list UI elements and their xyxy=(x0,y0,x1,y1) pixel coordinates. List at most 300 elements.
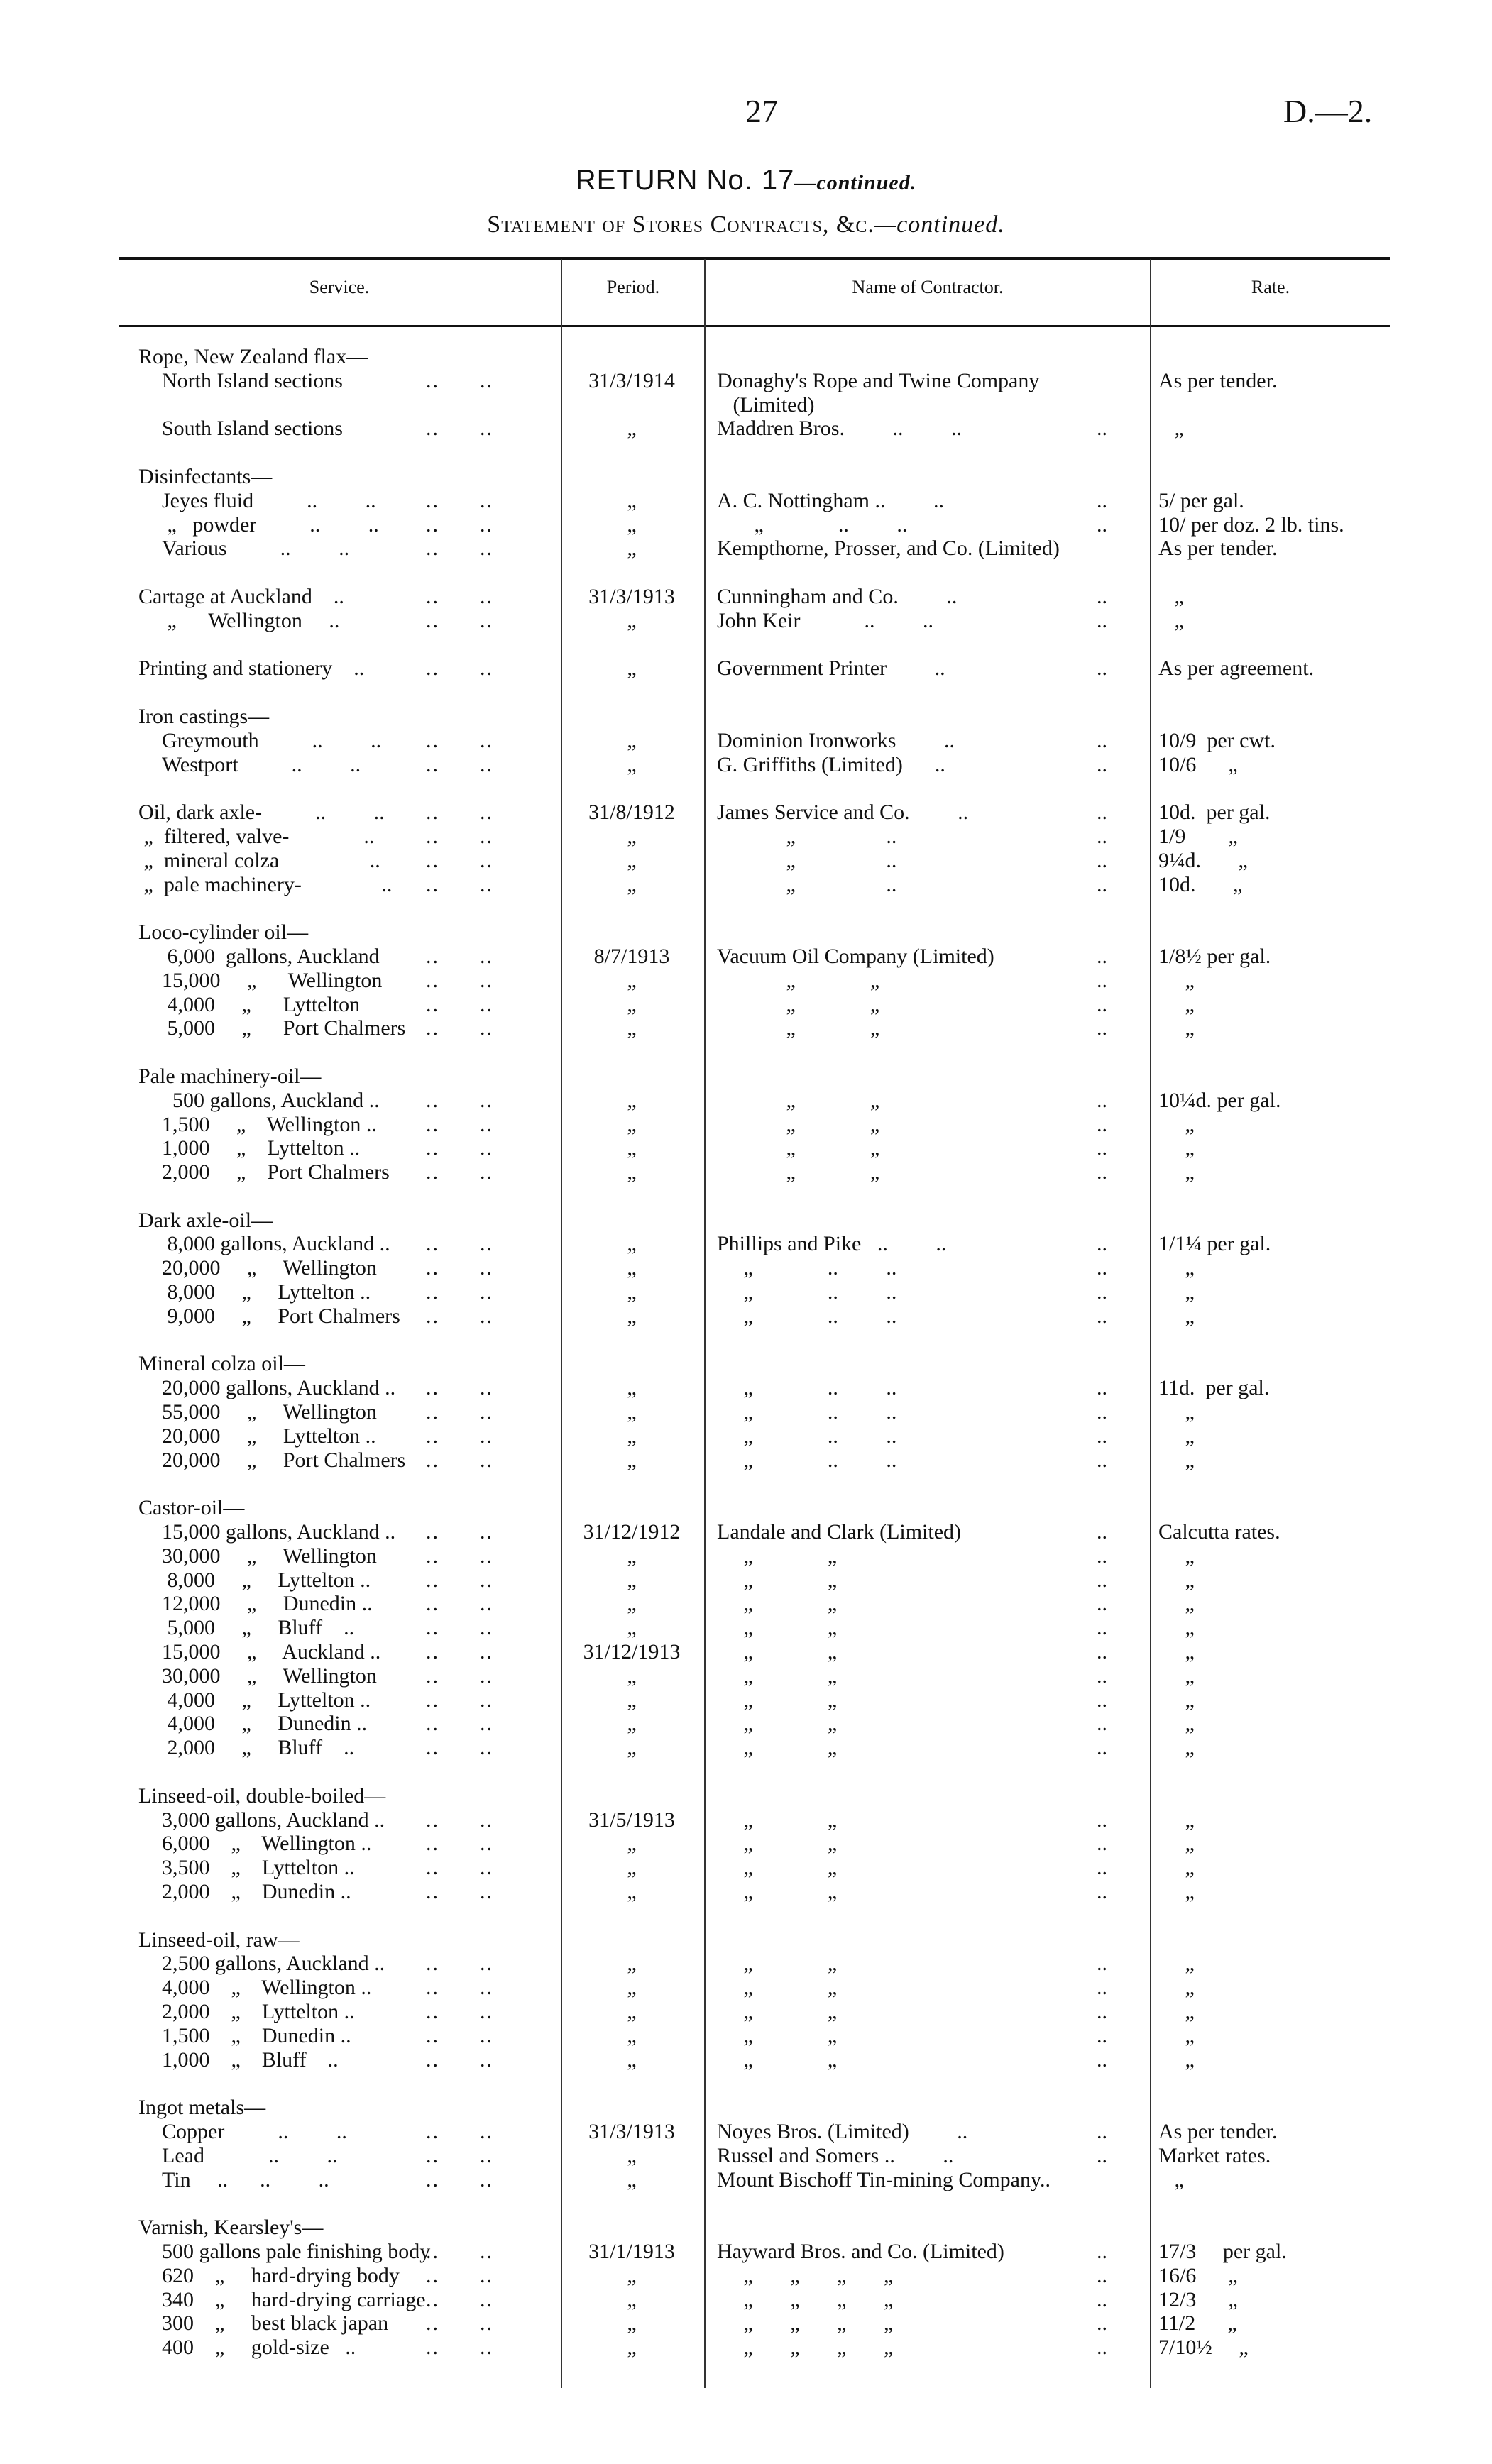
leader-dots xyxy=(1097,2144,1107,2168)
table-row xyxy=(0,1592,1492,1616)
period-cell: „ xyxy=(627,1400,637,1424)
contractor-cell: „ „ xyxy=(717,1568,838,1592)
contractor-cell: „ .. .. xyxy=(717,1280,897,1304)
leader-dots xyxy=(1097,1089,1107,1113)
rate-cell: As per tender. xyxy=(1158,2119,1278,2143)
contractor-cell: „ .. xyxy=(717,872,897,896)
leader-dots xyxy=(426,2024,493,2048)
page-number: 27 xyxy=(745,93,778,129)
table-row xyxy=(0,2336,1492,2360)
leader-dots xyxy=(426,801,493,825)
contractor-cell: „ .. xyxy=(717,824,897,848)
service-cell: Oil, dark axle- .. .. xyxy=(138,801,385,825)
header-rate: Rate. xyxy=(1251,277,1290,297)
table-row xyxy=(0,1089,1492,1113)
table-row xyxy=(0,2264,1492,2288)
leader-dots xyxy=(1097,1616,1107,1640)
leader-dots xyxy=(1097,801,1107,825)
service-cell: 300 „ best black japan xyxy=(162,2311,389,2336)
leader-dots xyxy=(426,873,493,897)
service-cell: 8,000 gallons, Auckland .. xyxy=(162,1232,390,1256)
leader-dots xyxy=(1097,1856,1107,1880)
table-row xyxy=(0,849,1492,873)
table-row xyxy=(0,1136,1492,1160)
service-cell: 2,500 gallons, Auckland .. xyxy=(162,1952,385,1976)
rate-cell: „ xyxy=(1158,1616,1195,1640)
service-cell: 20,000 „ Port Chalmers xyxy=(162,1448,406,1472)
leader-dots xyxy=(426,656,493,681)
rate-cell: „ xyxy=(1158,584,1184,608)
period-cell: 31/12/1912 xyxy=(583,1520,681,1544)
table-row xyxy=(0,993,1492,1017)
period-cell: 31/3/1913 xyxy=(588,2119,675,2143)
leader-dots xyxy=(426,537,493,561)
period-cell: „ xyxy=(627,824,637,848)
service-cell: 5,000 „ Bluff .. xyxy=(162,1616,355,1640)
service-cell: 1,000 „ Bluff .. xyxy=(162,2047,339,2072)
contractor-cell: Government Printer .. xyxy=(717,656,945,681)
leader-dots xyxy=(1097,2240,1107,2264)
leader-dots xyxy=(426,2336,493,2360)
rate-cell: „ xyxy=(1158,1976,1195,2000)
table-top-rule xyxy=(119,257,1390,260)
period-cell: „ xyxy=(627,992,637,1016)
table-row xyxy=(0,705,1492,729)
table-row xyxy=(0,873,1492,897)
rate-cell: 10/6 „ xyxy=(1158,752,1238,776)
table-row xyxy=(0,920,1492,945)
contractor-cell: „ „ xyxy=(717,1592,838,1616)
leader-dots xyxy=(1097,1736,1107,1760)
spacer-row xyxy=(0,1760,1492,1784)
rate-cell: „ xyxy=(1158,1663,1195,1688)
leader-dots xyxy=(1097,2000,1107,2024)
leader-dots xyxy=(1097,513,1107,537)
contractor-cell: „ „ xyxy=(717,1136,880,1160)
contractor-cell: A. C. Nottingham .. .. xyxy=(717,488,944,512)
leader-dots xyxy=(426,1232,493,1256)
rate-cell: „ xyxy=(1158,1952,1195,1976)
leader-dots xyxy=(426,1976,493,2000)
table-row xyxy=(0,1640,1492,1664)
table-row xyxy=(0,945,1492,969)
contractor-cell: „ „ xyxy=(717,1832,838,1856)
leader-dots xyxy=(1097,993,1107,1017)
leader-dots xyxy=(1097,1640,1107,1664)
service-cell: 4,000 „ Dunedin .. xyxy=(162,1712,368,1736)
service-cell: Loco-cylinder oil— xyxy=(138,920,309,945)
table-row xyxy=(0,1880,1492,1904)
service-cell: Dark axle-oil— xyxy=(138,1208,273,1232)
period-cell: „ xyxy=(627,1976,637,2000)
contractor-cell: Hayward Bros. and Co. (Limited) xyxy=(717,2239,1004,2263)
table-row xyxy=(0,1616,1492,1640)
table-row xyxy=(0,2288,1492,2312)
leader-dots xyxy=(426,1712,493,1736)
service-cell: 15,000 „ Auckland .. xyxy=(162,1640,381,1664)
period-cell: „ xyxy=(627,2167,637,2191)
table-row xyxy=(0,1520,1492,1544)
service-cell: „ filtered, valve- .. xyxy=(138,824,375,848)
contracts-table-body xyxy=(0,345,1492,2360)
leader-dots xyxy=(1097,1808,1107,1832)
leader-dots xyxy=(1097,1592,1107,1616)
contractor-cell: „ „ xyxy=(717,1016,880,1040)
period-cell: 31/3/1914 xyxy=(588,368,675,392)
service-cell: 2,000 „ Lyttelton .. xyxy=(162,1999,355,2023)
subtitle-main: Statement of Stores Contracts, &c. xyxy=(487,211,874,238)
service-cell: „ Wellington .. xyxy=(162,608,340,632)
leader-dots xyxy=(1097,873,1107,897)
service-cell: Lead .. .. xyxy=(162,2143,338,2167)
leader-dots xyxy=(1097,945,1107,969)
leader-dots xyxy=(426,2000,493,2024)
service-cell: 4,000 „ Wellington .. xyxy=(162,1976,372,2000)
table-row xyxy=(0,1352,1492,1376)
table-row xyxy=(0,1209,1492,1233)
leader-dots xyxy=(1097,849,1107,873)
leader-dots xyxy=(1097,2336,1107,2360)
leader-dots xyxy=(426,369,493,393)
contractor-cell: „ .. xyxy=(717,848,897,872)
rate-cell: As per agreement. xyxy=(1158,656,1315,681)
table-row xyxy=(0,2216,1492,2240)
leader-dots xyxy=(1097,1136,1107,1160)
service-cell: 2,000 „ Bluff .. xyxy=(162,1736,355,1760)
subtitle-suffix: —continued. xyxy=(874,211,1005,238)
leader-dots xyxy=(426,2048,493,2072)
period-cell: „ xyxy=(627,537,637,561)
rate-cell: 10d. per gal. xyxy=(1158,801,1271,825)
rate-cell: „ xyxy=(1158,1016,1195,1040)
service-cell: Mineral colza oil— xyxy=(138,1352,305,1376)
service-cell: Linseed-oil, double-boiled— xyxy=(138,1783,386,1808)
rate-cell: 17/3 per gal. xyxy=(1158,2239,1287,2263)
contractor-cell: „ .. .. xyxy=(717,1304,897,1328)
contractor-cell: John Keir .. .. xyxy=(717,608,933,632)
leader-dots xyxy=(426,1016,493,1040)
return-title-suffix: —continued. xyxy=(794,171,917,194)
table-row xyxy=(0,1280,1492,1304)
spacer-row xyxy=(0,2191,1492,2216)
table-row xyxy=(0,1232,1492,1256)
service-cell: Various .. .. xyxy=(162,537,350,561)
rate-cell: „ xyxy=(1158,1160,1195,1184)
contractor-cell: „ „ xyxy=(717,1952,838,1976)
period-cell: 31/1/1913 xyxy=(588,2239,675,2263)
table-row xyxy=(0,1496,1492,1520)
rate-cell: 10/ per doz. 2 lb. tins. xyxy=(1158,512,1344,537)
contractor-cell: „ .. .. xyxy=(717,1400,897,1424)
leader-dots xyxy=(1097,1544,1107,1568)
leader-dots xyxy=(1097,1832,1107,1856)
rate-cell: 5/ per gal. xyxy=(1158,488,1244,512)
return-title-main: RETURN No. 17 xyxy=(575,165,795,196)
leader-dots xyxy=(426,1113,493,1137)
rate-cell: 9¼d. „ xyxy=(1158,848,1248,872)
period-cell: „ xyxy=(627,1448,637,1472)
table-row xyxy=(0,1256,1492,1280)
rate-cell: Calcutta rates. xyxy=(1158,1520,1280,1544)
period-cell: „ xyxy=(627,1424,637,1448)
leader-dots xyxy=(426,969,493,993)
period-cell: 31/5/1913 xyxy=(588,1808,675,1832)
leader-dots xyxy=(1097,1568,1107,1593)
table-row xyxy=(0,1376,1492,1400)
table-row xyxy=(0,1664,1492,1688)
leader-dots xyxy=(426,1568,493,1593)
leader-dots xyxy=(426,1544,493,1568)
rate-cell: 11d. per gal. xyxy=(1158,1376,1270,1400)
service-cell: Pale machinery-oil— xyxy=(138,1064,322,1088)
leader-dots xyxy=(1097,1976,1107,2000)
table-row xyxy=(0,1832,1492,1856)
period-cell: „ xyxy=(627,1712,637,1736)
service-cell: 1,000 „ Lyttelton .. xyxy=(162,1136,361,1160)
period-cell: „ xyxy=(627,1088,637,1112)
spacer-row xyxy=(0,1904,1492,1928)
service-cell: „ mineral colza .. xyxy=(138,848,380,872)
leader-dots xyxy=(1097,1400,1107,1424)
rate-cell: 11/2 „ xyxy=(1158,2311,1237,2336)
rate-cell: „ xyxy=(1158,1880,1195,1903)
table-row xyxy=(0,1808,1492,1832)
service-cell: Copper .. .. xyxy=(162,2119,347,2143)
service-cell: Tin .. .. .. xyxy=(162,2167,329,2191)
spacer-row xyxy=(0,1040,1492,1065)
table-row xyxy=(0,609,1492,633)
table-row xyxy=(0,2096,1492,2120)
period-cell: 31/8/1912 xyxy=(588,801,675,825)
contractor-cell: „ „ xyxy=(717,1688,838,1712)
leader-dots xyxy=(426,2264,493,2288)
leader-dots xyxy=(1097,489,1107,513)
rate-cell: „ xyxy=(1158,1448,1195,1472)
table-row xyxy=(0,393,1492,417)
period-cell: „ xyxy=(627,1832,637,1856)
service-cell: 15,000 „ Wellington xyxy=(162,968,383,992)
leader-dots xyxy=(1097,1160,1107,1184)
period-cell: „ xyxy=(627,728,637,752)
period-cell: „ xyxy=(627,2143,637,2167)
period-cell: „ xyxy=(627,1856,637,1880)
table-row xyxy=(0,2144,1492,2168)
rate-cell: 10¼d. per gal. xyxy=(1158,1088,1281,1112)
leader-dots xyxy=(1097,585,1107,609)
rate-cell: „ xyxy=(1158,1568,1195,1592)
rate-cell: „ xyxy=(1158,1424,1195,1448)
rate-cell: „ xyxy=(1158,1640,1195,1664)
service-cell: 6,000 „ Wellington .. xyxy=(162,1832,372,1856)
contractor-cell: G. Griffiths (Limited) .. xyxy=(717,752,945,776)
leader-dots xyxy=(426,1304,493,1329)
service-cell: Jeyes fluid .. .. xyxy=(162,488,376,512)
leader-dots xyxy=(1097,1664,1107,1688)
contractor-cell: „ „ xyxy=(717,1880,838,1903)
table-row xyxy=(0,2120,1492,2144)
header-period: Period. xyxy=(606,277,660,297)
table-row xyxy=(0,489,1492,513)
spacer-row xyxy=(0,2072,1492,2096)
rate-cell: „ xyxy=(1158,1136,1195,1160)
period-cell: „ xyxy=(627,608,637,632)
rate-cell: „ xyxy=(1158,992,1195,1016)
leader-dots xyxy=(1097,2288,1107,2312)
leader-dots xyxy=(1097,1304,1107,1329)
rate-cell: 7/10½ „ xyxy=(1158,2336,1249,2360)
contractor-cell: „ „ xyxy=(717,1999,838,2023)
period-cell: „ xyxy=(627,1999,637,2023)
contractor-cell: James Service and Co. .. xyxy=(717,801,969,825)
service-cell: 500 gallons, Auckland .. xyxy=(162,1088,380,1112)
service-cell: North Island sections xyxy=(162,368,343,392)
spacer-row xyxy=(0,633,1492,657)
leader-dots xyxy=(426,1664,493,1688)
contractor-cell: „ „ „ „ xyxy=(717,2263,894,2287)
rate-cell: „ xyxy=(1158,1736,1195,1760)
rate-cell: „ xyxy=(1158,2023,1195,2047)
table-row xyxy=(0,1448,1492,1473)
service-cell: Cartage at Auckland .. xyxy=(138,584,344,608)
contractor-cell: „ „ „ „ xyxy=(717,2287,894,2311)
contractor-cell: „ „ xyxy=(717,1544,838,1568)
leader-dots xyxy=(426,1616,493,1640)
leader-dots xyxy=(426,729,493,753)
table-row xyxy=(0,2048,1492,2072)
leader-dots xyxy=(1097,1424,1107,1448)
service-cell: 6,000 gallons, Auckland xyxy=(162,944,380,968)
period-cell: „ xyxy=(627,1256,637,1280)
table-row xyxy=(0,2000,1492,2024)
leader-dots xyxy=(426,1424,493,1448)
contractor-cell: „ „ xyxy=(717,1712,838,1736)
period-cell: „ xyxy=(627,1616,637,1640)
period-cell: „ xyxy=(627,1232,637,1256)
leader-dots xyxy=(426,825,493,849)
period-cell: „ xyxy=(627,848,637,872)
spacer-row xyxy=(0,896,1492,920)
leader-dots xyxy=(426,1448,493,1473)
period-cell: „ xyxy=(627,1544,637,1568)
rate-cell: „ xyxy=(1158,1112,1195,1136)
table-row xyxy=(0,1712,1492,1736)
service-cell: Printing and stationery .. xyxy=(138,656,365,681)
contractor-cell: Noyes Bros. (Limited) .. xyxy=(717,2119,968,2143)
leader-dots xyxy=(426,1832,493,1856)
service-cell: 30,000 „ Wellington xyxy=(162,1663,377,1688)
table-row xyxy=(0,513,1492,537)
contractor-cell: Landale and Clark (Limited) xyxy=(717,1520,962,1544)
leader-dots xyxy=(1097,1520,1107,1544)
leader-dots xyxy=(1097,1712,1107,1736)
contractor-cell: Phillips and Pike .. .. xyxy=(717,1232,947,1256)
service-cell: 2,000 „ Dunedin .. xyxy=(162,1880,351,1903)
table-row xyxy=(0,801,1492,825)
contractor-cell: „ .. .. xyxy=(717,1376,897,1400)
rate-cell: 1/8½ per gal. xyxy=(1158,944,1271,968)
rate-cell: „ xyxy=(1158,1544,1195,1568)
rate-cell: Market rates. xyxy=(1158,2143,1271,2167)
service-cell: 8,000 „ Lyttelton .. xyxy=(162,1568,371,1592)
service-cell: South Island sections xyxy=(162,417,343,441)
service-cell: 1,500 „ Dunedin .. xyxy=(162,2023,351,2047)
rate-cell: „ xyxy=(1158,1856,1195,1880)
contractor-cell: „ „ xyxy=(717,1856,838,1880)
leader-dots xyxy=(1097,2024,1107,2048)
leader-dots xyxy=(426,753,493,777)
rate-cell: „ xyxy=(1158,2047,1195,2072)
period-cell: 31/12/1913 xyxy=(583,1640,681,1664)
leader-dots xyxy=(426,609,493,633)
table-row xyxy=(0,1065,1492,1089)
period-cell: „ xyxy=(627,1280,637,1304)
service-cell: Ingot metals— xyxy=(138,2096,266,2120)
leader-dots xyxy=(1097,656,1107,681)
service-cell: 3,500 „ Lyttelton .. xyxy=(162,1856,355,1880)
rate-cell: „ xyxy=(1158,1712,1195,1736)
table-row xyxy=(0,2240,1492,2264)
contractor-cell: „ .. .. xyxy=(717,512,908,537)
table-row xyxy=(0,1928,1492,1952)
table-row xyxy=(0,753,1492,777)
period-cell: „ xyxy=(627,2336,637,2360)
period-cell: „ xyxy=(627,1136,637,1160)
leader-dots xyxy=(426,1592,493,1616)
leader-dots xyxy=(1097,609,1107,633)
leader-dots xyxy=(426,1952,493,1976)
leader-dots xyxy=(1097,729,1107,753)
table-row xyxy=(0,1113,1492,1137)
rate-cell: „ xyxy=(1158,1304,1195,1328)
rate-cell: „ xyxy=(1158,968,1195,992)
contractor-cell: „ „ xyxy=(717,1808,838,1832)
period-cell: „ xyxy=(627,1376,637,1400)
service-cell: Iron castings— xyxy=(138,704,270,728)
service-cell: 20,000 „ Wellington xyxy=(162,1256,377,1280)
table-row xyxy=(0,2168,1492,2192)
leader-dots xyxy=(1097,1448,1107,1473)
leader-dots xyxy=(426,993,493,1017)
period-cell: „ xyxy=(627,1952,637,1976)
service-cell: 12,000 „ Dunedin .. xyxy=(162,1592,373,1616)
return-title xyxy=(0,165,1492,197)
period-cell: „ xyxy=(627,1160,637,1184)
table-row xyxy=(0,1952,1492,1976)
leader-dots xyxy=(426,1136,493,1160)
leader-dots xyxy=(1097,753,1107,777)
service-cell: 8,000 „ Lyttelton .. xyxy=(162,1280,371,1304)
leader-dots xyxy=(426,2168,493,2192)
period-cell: „ xyxy=(627,512,637,537)
rate-cell: „ xyxy=(1158,1400,1195,1424)
period-cell: „ xyxy=(627,2023,637,2047)
spacer-row xyxy=(0,1472,1492,1496)
contractor-cell: „ .. .. xyxy=(717,1448,897,1472)
table-row xyxy=(0,417,1492,441)
leader-dots xyxy=(1097,969,1107,993)
service-cell: Greymouth .. .. xyxy=(162,728,382,752)
leader-dots xyxy=(426,1520,493,1544)
table-row xyxy=(0,1856,1492,1880)
period-cell: „ xyxy=(627,752,637,776)
leader-dots xyxy=(426,1640,493,1664)
period-cell: „ xyxy=(627,417,637,441)
leader-dots xyxy=(1097,417,1107,441)
leader-dots xyxy=(426,2311,493,2336)
table-row xyxy=(0,1784,1492,1808)
contractor-cell: „ .. .. xyxy=(717,1424,897,1448)
contractor-cell: Dominion Ironworks .. xyxy=(717,728,955,752)
